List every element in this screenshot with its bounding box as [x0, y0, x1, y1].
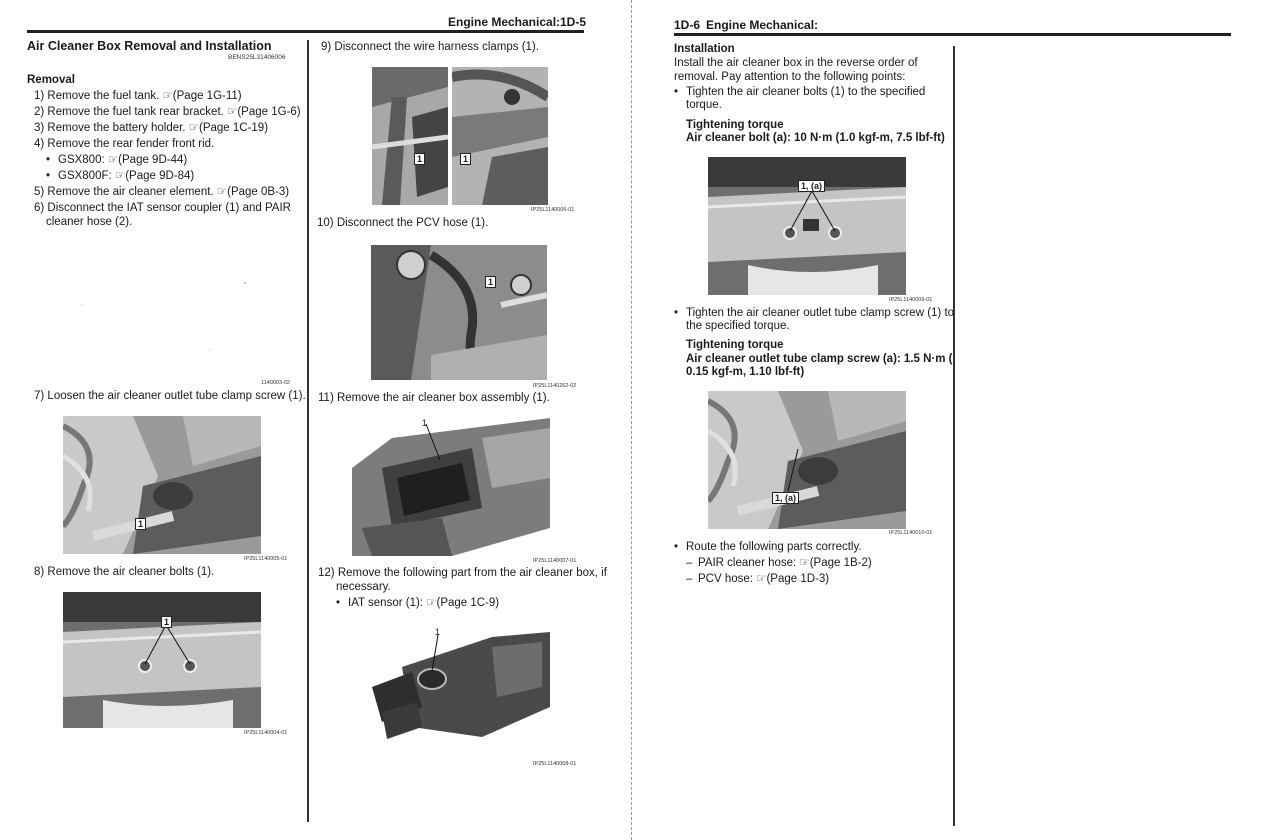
figure-step10 [371, 245, 547, 380]
section-title: Air Cleaner Box Removal and Installation [27, 39, 272, 53]
torque2-heading: Tightening torque [686, 339, 784, 351]
right-page-number: 1D-6 [674, 18, 701, 32]
fig11-code: IP25L1140007-01 [533, 558, 577, 564]
left-page-header: Engine Mechanical: [448, 15, 561, 29]
figure-step9-a [372, 67, 448, 205]
step-8: 8) Remove the air cleaner bolts (1). [34, 566, 215, 578]
fig9a-callout: 1 [414, 153, 425, 165]
right-header-rule [674, 33, 1231, 36]
figure-step7 [63, 416, 261, 554]
fig-a-code: IP25L1140009-01 [889, 297, 933, 303]
torque2-value-line1: Air cleaner outlet tube clamp screw (a): 1.5 N·m ( [686, 353, 953, 365]
installation-heading: Installation [674, 43, 735, 55]
bullet1-line1: • Tighten the air cleaner bolts (1) to the specified [686, 84, 925, 100]
page-fold-line [631, 0, 632, 840]
removal-heading: Removal [27, 74, 75, 86]
figure-step6 [60, 235, 300, 375]
figure-step11 [352, 418, 550, 556]
step-4: 4) Remove the rear fender front rid. [34, 138, 215, 150]
fig7-code: IP25L1140005-01 [244, 556, 288, 562]
fig-a-callout: 1, (a) [798, 180, 825, 192]
step-12-line1: 12) Remove the following part from the air cleaner box, if [318, 567, 607, 579]
bullet1-line2: torque. [686, 99, 722, 111]
figure-install-clamp [708, 391, 906, 529]
left-header-rule [27, 30, 584, 33]
fig8-callout: 1 [161, 616, 172, 628]
fig12-callout: 1 [435, 627, 441, 637]
route-item-pcv: – PCV hose: ☞(Page 1D-3) [698, 571, 829, 587]
step-3: 3) Remove the battery holder. ☞(Page 1C-19) [34, 122, 269, 134]
section-code: BENS25L31406006 [228, 54, 286, 61]
bullet3: • Route the following parts correctly. [686, 539, 862, 555]
right-page-header: Engine Mechanical: [706, 18, 819, 32]
fig-b-callout: 1, (a) [772, 492, 799, 504]
step-12-sub: • IAT sensor (1): ☞(Page 1C-9) [348, 595, 499, 611]
figure-step8 [63, 592, 261, 728]
step-11: 11) Remove the air cleaner box assembly (1). [318, 392, 550, 404]
step-10: 10) Disconnect the PCV hose (1). [317, 217, 489, 229]
fig11-callout: 1 [422, 418, 428, 428]
install-line2: removal. Pay attention to the following points: [674, 71, 906, 83]
left-page-number: 1D-5 [560, 15, 587, 29]
step-6-line2: cleaner hose (2). [46, 216, 133, 228]
bullet2-line2: the specified torque. [686, 320, 790, 332]
install-line1: Install the air cleaner box in the reverse order of [674, 57, 918, 69]
figure-install-bolts [708, 157, 906, 295]
route-item-pair: – PAIR cleaner hose: ☞(Page 1B-2) [698, 555, 872, 571]
torque2-value-line2: 0.15 kgf-m, 1.10 lbf-ft) [686, 366, 805, 378]
step-5: 5) Remove the air cleaner element. ☞(Page 0B-3) [34, 186, 290, 198]
fig12-code: IP25L1140008-01 [533, 761, 577, 767]
step-12-line2: necessary. [336, 581, 391, 593]
fig6-code: 1140003-02 [261, 380, 290, 386]
bullet2-line1: • Tighten the air cleaner outlet tube clamp screw (1) to [686, 305, 954, 321]
fig-b-code: IP25L1140010-01 [889, 530, 933, 536]
left-column-divider [307, 40, 309, 822]
figure-step12 [372, 627, 550, 745]
fig10-callout: 1 [485, 276, 496, 288]
fig8-code: IP25L1140004-01 [244, 730, 288, 736]
step-4-sub-gsx800: • GSX800: ☞(Page 9D-44) [58, 152, 187, 168]
step-2: 2) Remove the fuel tank rear bracket. ☞(Page 1G-6) [34, 106, 301, 118]
step-4-sub-gsx800f: • GSX800F: ☞(Page 9D-84) [58, 168, 194, 184]
fig9b-callout: 1 [460, 153, 471, 165]
figure-step9-b [452, 67, 548, 205]
step-6-line1: 6) Disconnect the IAT sensor coupler (1) and PAIR [34, 202, 291, 214]
torque1-heading: Tightening torque [686, 119, 784, 131]
fig7-callout: 1 [135, 518, 146, 530]
fig10-code: IP25L1140262-02 [533, 383, 577, 389]
fig9-code: IP25L1140006-01 [531, 207, 575, 213]
step-1: 1) Remove the fuel tank. ☞(Page 1G-11) [34, 90, 242, 102]
right-column-divider [953, 46, 955, 826]
torque1-value: Air cleaner bolt (a): 10 N·m (1.0 kgf-m, 7.5 lbf-ft) [686, 132, 945, 144]
step-7: 7) Loosen the air cleaner outlet tube clamp screw (1). [34, 390, 306, 402]
step-9: 9) Disconnect the wire harness clamps (1). [321, 41, 539, 53]
